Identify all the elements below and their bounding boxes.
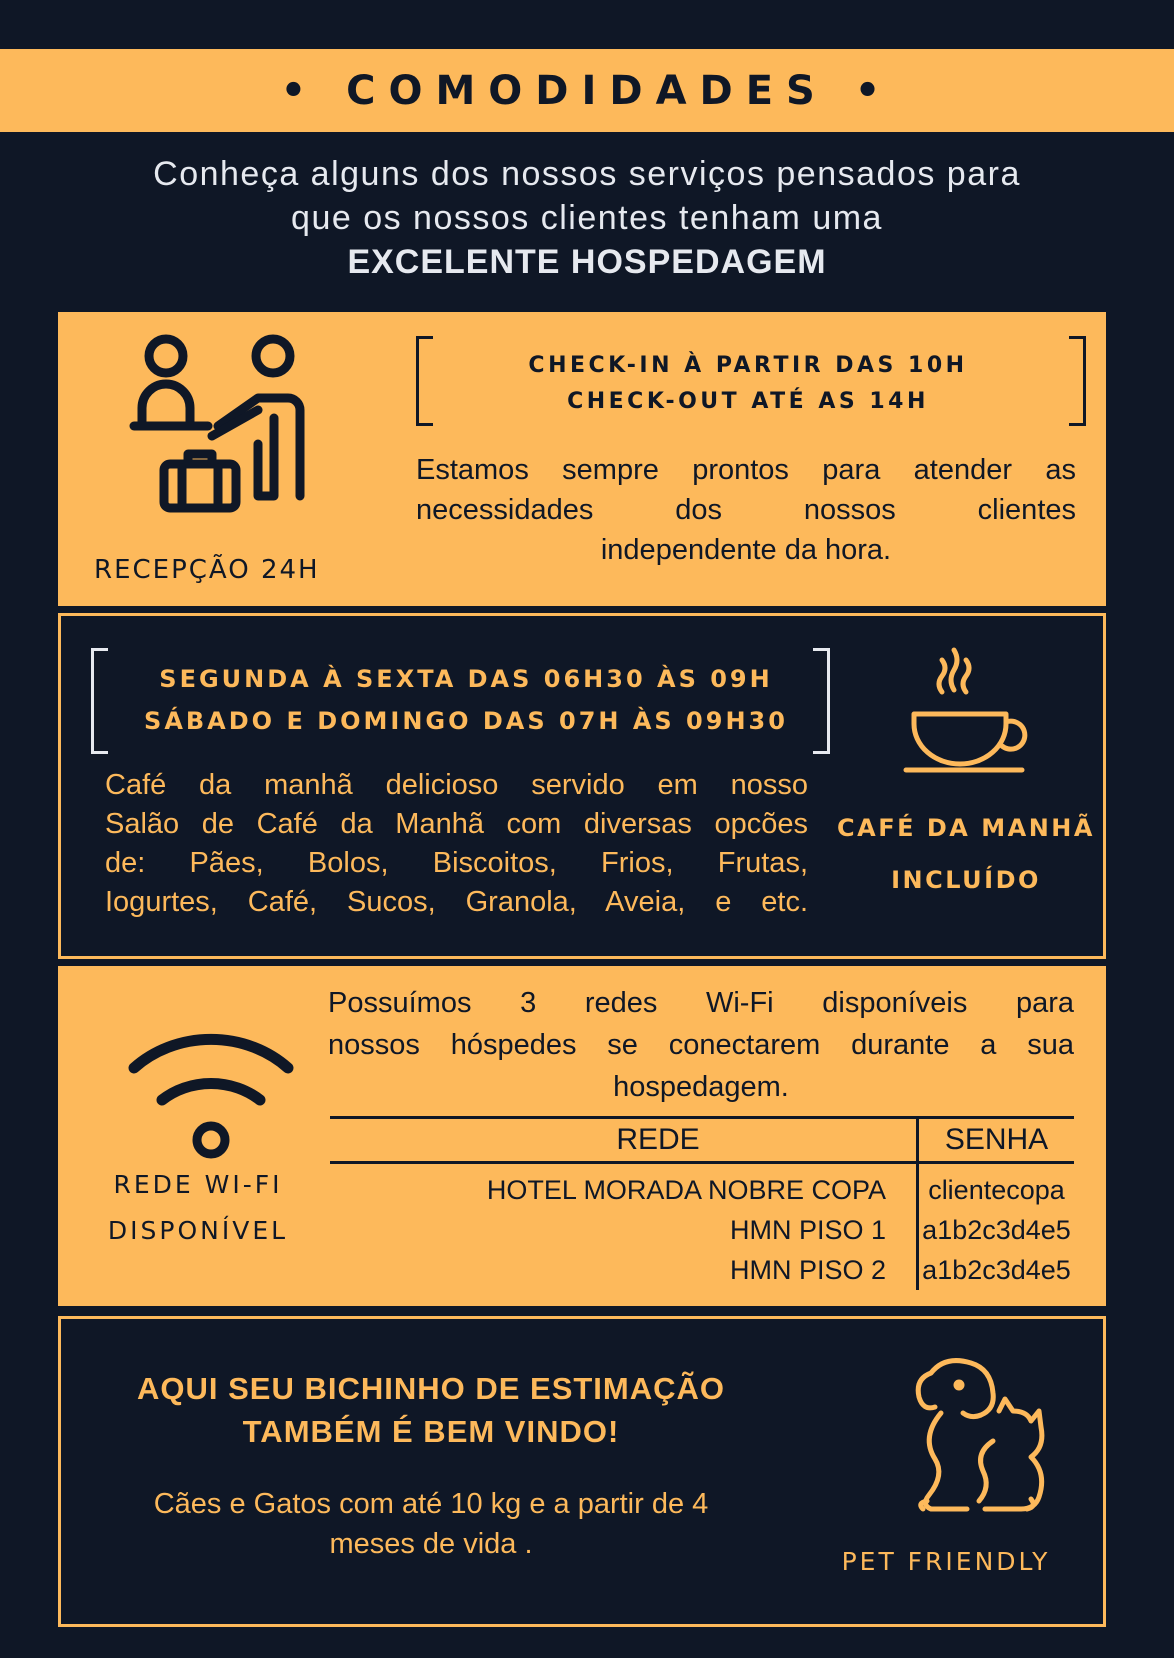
intro-line-2: que os nossos clientes tenham uma bbox=[291, 199, 883, 237]
intro-line-1: Conheça alguns dos nossos serviços pensados para bbox=[153, 155, 1021, 193]
checkout-time: CHECK-OUT ATÉ AS 14H bbox=[567, 389, 929, 414]
breakfast-description: Café da manhã delicioso servido em nosso Salão de Café da Manhã com diversas opcões de: Pães, Bolos, Biscoitos, Frios, Frutas, Iogurtes, Café, Sucos, Granola, Aveia, e etc. bbox=[105, 769, 808, 918]
pets-description: Cães e Gatos com até 10 kg e a partir de 4 meses de vida . bbox=[153, 1488, 709, 1560]
table-row: HMN PISO 2 a1b2c3d4e5 bbox=[330, 1250, 1074, 1290]
wifi-description: Possuímos 3 redes Wi-Fi disponíveis para nossos hóspedes se conectarem durante a sua hospedagem. bbox=[328, 987, 1074, 1103]
intro-highlight: EXCELENTE HOSPEDAGEM bbox=[347, 243, 827, 281]
intro-text bbox=[40, 152, 1134, 284]
reception-panel bbox=[58, 312, 1106, 606]
wifi-table bbox=[330, 1116, 1074, 1290]
table-header-network: REDE bbox=[330, 1118, 918, 1163]
breakfast-label: CAFÉ DA MANHÃ INCLUÍDO bbox=[837, 814, 1095, 894]
reception-bracket-left bbox=[416, 336, 433, 426]
page-title: • COMODIDADES • bbox=[280, 67, 894, 114]
reception-label: RECEPÇÃO 24H bbox=[94, 555, 320, 585]
weekday-hours: SEGUNDA À SEXTA DAS 06H30 ÀS 09H bbox=[159, 665, 773, 693]
table-row: HOTEL MORADA NOBRE COPA clientecopa bbox=[330, 1163, 1074, 1211]
reception-hours bbox=[438, 348, 1058, 420]
pets-panel bbox=[58, 1316, 1106, 1627]
table-row: HMN PISO 1 a1b2c3d4e5 bbox=[330, 1210, 1074, 1250]
breakfast-panel bbox=[58, 613, 1106, 959]
dog-and-cat-icon bbox=[901, 1349, 1051, 1519]
coffee-cup-icon bbox=[896, 636, 1046, 786]
checkin-time: CHECK-IN À PARTIR DAS 10H bbox=[528, 353, 968, 378]
wifi-label: REDE WI-FI DISPONÍVEL bbox=[107, 1170, 289, 1245]
pets-label: PET FRIENDLY bbox=[841, 1547, 1051, 1576]
reception-description: Estamos sempre prontos para atender as necessidades dos nossos clientes independente da hora. bbox=[416, 454, 1076, 566]
table-header-password: SENHA bbox=[944, 1123, 1049, 1156]
header-banner bbox=[0, 49, 1174, 132]
reception-desk-icon bbox=[128, 326, 328, 526]
weekend-hours: SÁBADO E DOMINGO DAS 07H ÀS 09H30 bbox=[144, 707, 788, 735]
breakfast-hours bbox=[111, 658, 821, 742]
breakfast-bracket-left bbox=[91, 648, 108, 754]
wifi-panel bbox=[58, 966, 1106, 1306]
wifi-icon bbox=[126, 1020, 296, 1160]
reception-bracket-right bbox=[1069, 336, 1086, 426]
pets-headline: AQUI SEU BICHINHO DE ESTIMAÇÃO TAMBÉM É BEM VINDO! bbox=[136, 1371, 726, 1449]
